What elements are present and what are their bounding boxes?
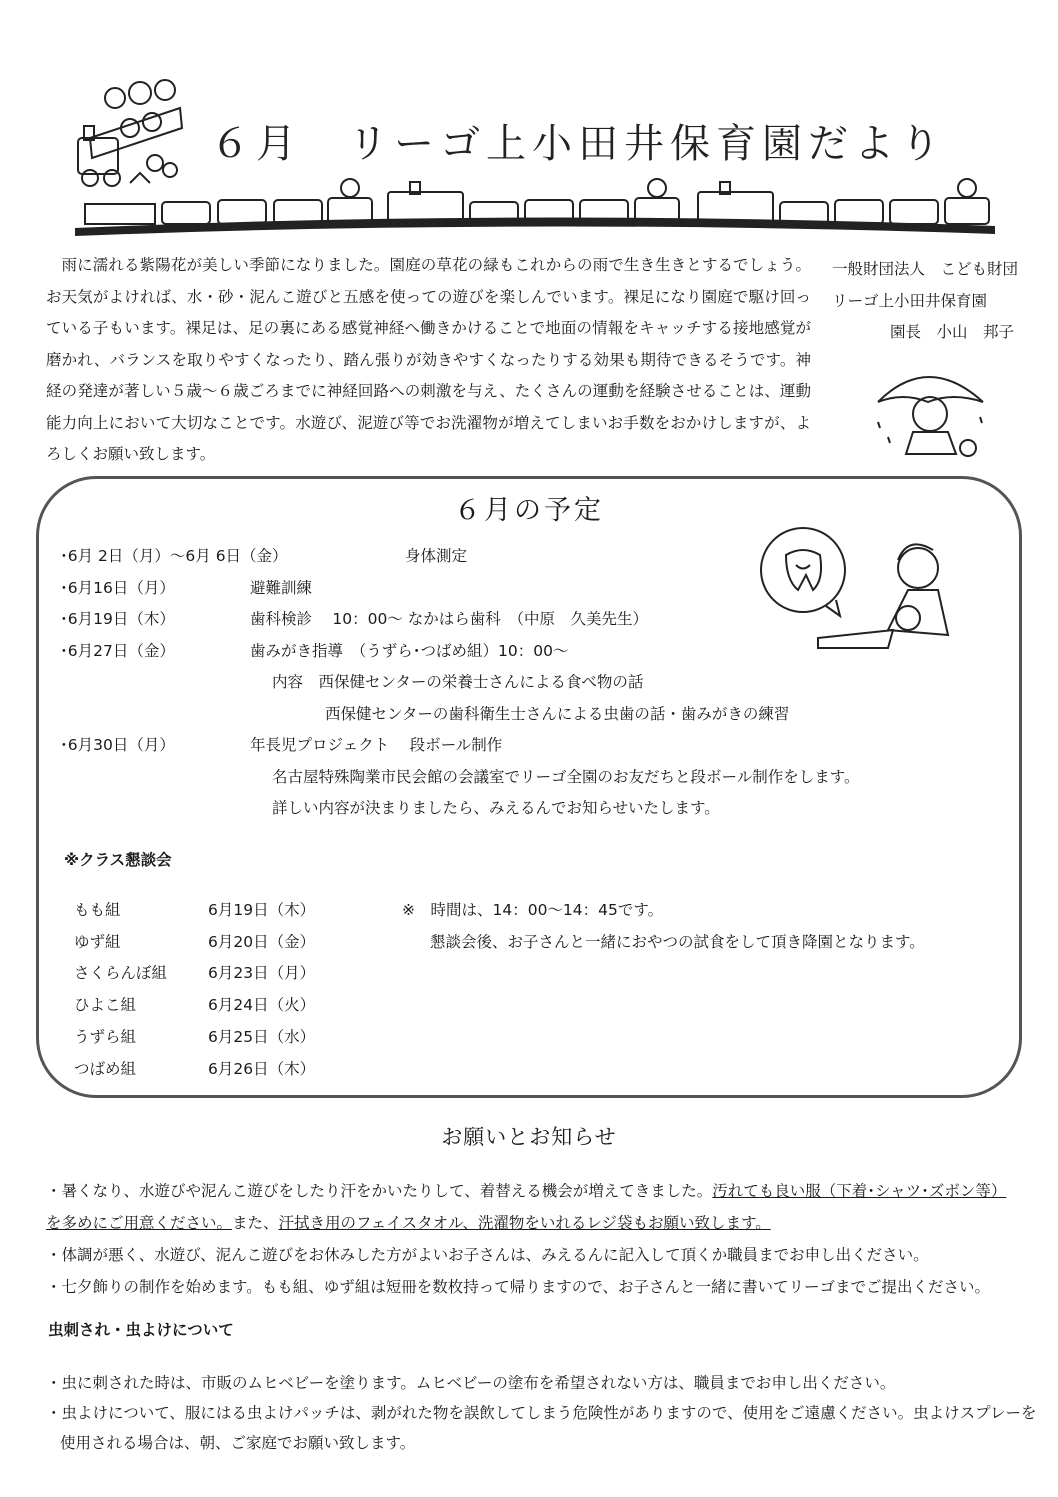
class-meeting-list [74, 895, 315, 1085]
class-row [74, 990, 315, 1022]
schedule-date: ･6月 2日（月）～6月 6日（金） [60, 547, 288, 565]
school-name: リーゴ上小田井保育園 [832, 291, 988, 310]
notice-item [46, 1207, 1036, 1239]
schedule-item [60, 573, 859, 605]
schedule-date: ･6月16日（月） [60, 578, 175, 597]
class-row [74, 958, 315, 990]
class-row [74, 927, 315, 959]
class-date: 6月19日（木） [208, 901, 316, 919]
meeting-time-note: ※ 時間は、14：00～14：45です。 [402, 901, 664, 919]
class-date: 6月26日（木） [208, 1059, 316, 1078]
schedule-event: 年長児プロジェクト 段ボール制作 [250, 736, 503, 754]
intro-paragraph: 雨に濡れる紫陽花が美しい季節になりました。園庭の草花の緑もこれからの雨で生き生きとするでしょう。お天気がよければ、水・砂・泥んこ遊びと五感を使っての遊びを楽しんでいます。裸足になり園庭で駆け回っている子もいます。裸足は、足の裏にある感覚神経へ働きかけることで地面の情報をキャッチする接地感覚が磨かれ、バランスを取りやすくなったり、踏ん張りが効きやすくなったりする効果も期待できるそうです。神経の発達が著しい５歳～６歳ごろまでに神経回路への刺激を与え、たくさんの運動を経験させることは、運動能力向上において大切なことです。水遊び、泥遊び等でお洗濯物が増えてしまいお手数をおかけしますが、よろしくお願い致します。 [46, 256, 811, 463]
organization-info [832, 254, 1018, 349]
schedule-event: 避難訓練 [250, 578, 313, 597]
class-name: ゆず組 [74, 932, 121, 951]
notice-text: また、 [232, 1214, 279, 1232]
class-name: もも組 [74, 901, 121, 919]
class-row [74, 895, 315, 927]
insect-item: ・虫に刺された時は、市販のムヒベビーを塗ります。ムヒベビーの塗布を希望されない方は、職員までお申し出ください。 [46, 1374, 896, 1392]
insect-list [46, 1368, 1036, 1458]
notice-underlined-text: を多めにご用意ください。 [46, 1214, 233, 1232]
class-meeting-note [402, 895, 925, 958]
notice-underlined-text: 汗拭き用のフェイスタオル、洗濯物をいれるレジ袋もお願い致します。 [278, 1214, 771, 1232]
class-name: つばめ組 [74, 1059, 137, 1078]
class-name: うずら組 [74, 1027, 137, 1046]
schedule-item [60, 604, 859, 636]
org-name: 一般財団法人 こども財団 [832, 260, 1019, 278]
animal-train-illustration [70, 78, 190, 193]
newsletter-title: ６月 リーゴ上小田井保育園だより [210, 121, 946, 167]
schedule-detail: 西保健センターの歯科衛生士さんによる虫歯の話・歯みがきの練習 [325, 704, 790, 723]
notices-list [46, 1175, 1036, 1303]
child-umbrella-illustration [868, 362, 993, 462]
notice-item: ・七夕飾りの制作を始めます。もも組、ゆず組は短冊を数枚持って帰りますので、お子さんと一緒に書いてリーゴまでご提出ください。 [46, 1278, 990, 1296]
notice-item: ・体調が悪く、水遊び、泥んこ遊びをお休みした方がよいお子さんは、みえるんに記入して頂くか職員までお申し出ください。 [46, 1246, 929, 1264]
schedule-event: 身体測定 [405, 547, 468, 565]
class-meeting-heading: ※クラス懇談会 [64, 851, 172, 869]
insect-item-continued: 使用される場合は、朝、ご家庭でお願い致します。 [60, 1434, 416, 1452]
insect-item: ・虫よけについて、服にはる虫よけパッチは、剥がれた物を誤飲してしまう危険性がありますので、使用をご遠慮ください。虫よけスプレーを [46, 1404, 1037, 1422]
principal-name: 園長 小山 邦子 [890, 323, 1015, 341]
schedule-date: ･6月30日（月） [60, 736, 175, 754]
notice-text: ・暑くなり、水遊びや泥んこ遊びをしたり汗をかいたりして、着替える機会が増えてきました。 [46, 1182, 713, 1200]
schedule-title: ６月の予定 [454, 495, 604, 526]
class-name: さくらんぼ組 [74, 964, 168, 983]
class-date: 6月20日（金） [208, 932, 316, 951]
class-row [74, 1054, 315, 1086]
schedule-item [60, 541, 859, 573]
class-name: ひよこ組 [74, 996, 137, 1015]
schedule-detail: 詳しい内容が決まりましたら、みえるんでお知らせいたします。 [272, 799, 720, 817]
notice-item [46, 1175, 1036, 1207]
class-date: 6月23日（月） [208, 964, 316, 983]
schedule-item [60, 730, 859, 762]
schedule-detail: 名古屋特殊陶業市民会館の会議室でリーゴ全園のお友だちと段ボール制作をします。 [272, 767, 860, 786]
schedule-item [60, 636, 859, 668]
class-row [74, 1022, 315, 1054]
schedule-event: 歯科検診 10：00～ なかはら歯科 （中原 久美先生） [250, 610, 649, 628]
insect-heading: 虫刺され・虫よけについて [48, 1321, 234, 1339]
schedule-detail: 内容 西保健センターの栄養士さんによる食べ物の話 [272, 673, 644, 691]
schedule-list [60, 541, 859, 825]
class-date: 6月25日（水） [208, 1027, 316, 1046]
notices-title: お願いとお知らせ [441, 1125, 617, 1149]
notice-underlined-text: 汚れても良い服（下着･シャツ･ズボン等） [712, 1182, 1007, 1200]
schedule-event: 歯みがき指導 （うずら･つばめ組）10：00～ [250, 641, 569, 660]
class-date: 6月24日（火） [208, 996, 316, 1015]
schedule-date: ･6月27日（金） [60, 641, 175, 660]
train-border-decoration [70, 178, 1000, 238]
meeting-snack-note: 懇談会後、お子さんと一緒におやつの試食をして頂き降園となります。 [430, 932, 925, 951]
schedule-date: ･6月19日（木） [60, 610, 175, 628]
